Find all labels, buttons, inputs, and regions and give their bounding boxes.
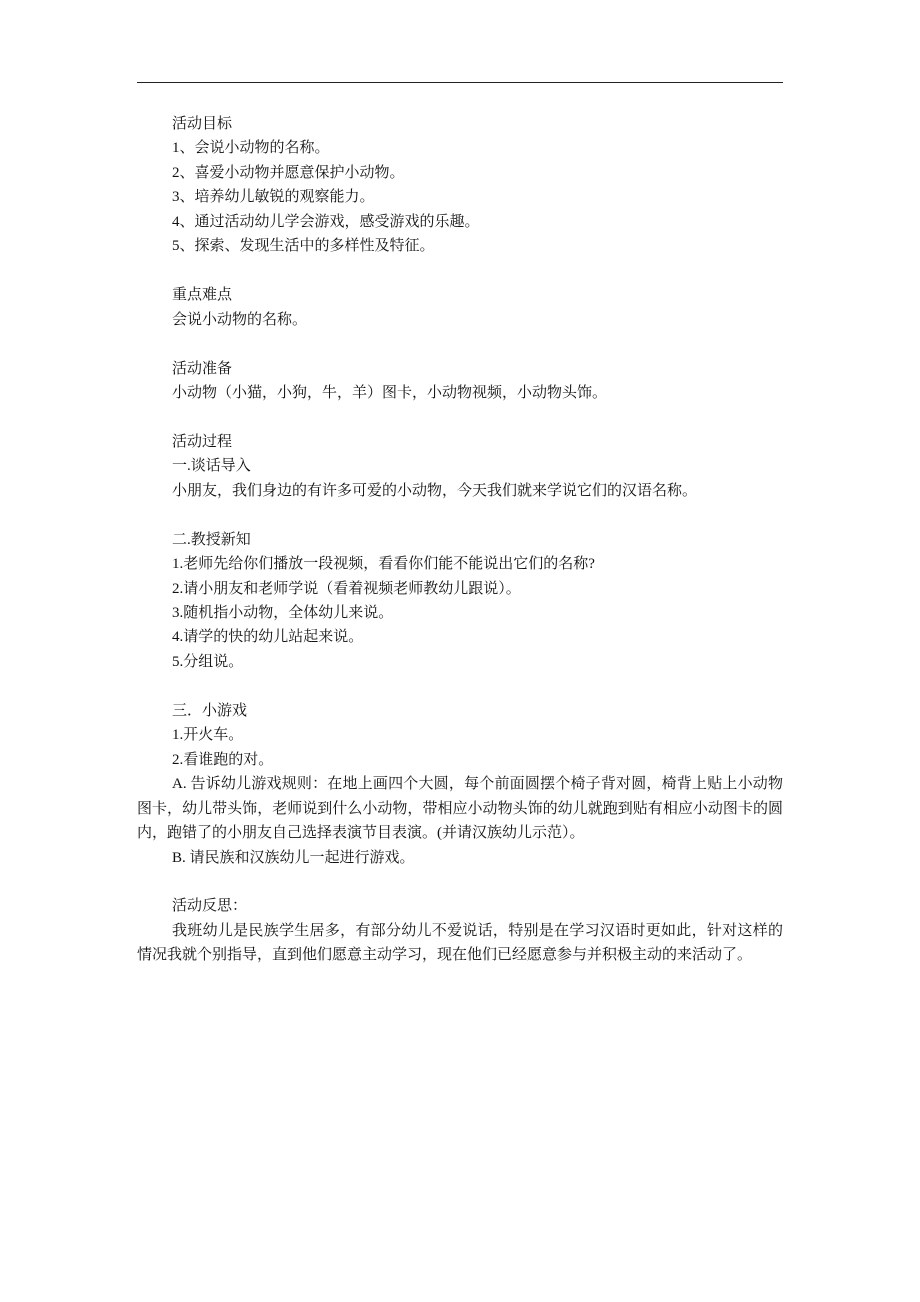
goal-item: 1、会说小动物的名称。	[172, 140, 330, 157]
key-points-heading: 重点难点	[172, 287, 233, 304]
document-body	[137, 112, 783, 968]
part3-heading: 三．小游戏	[172, 702, 248, 719]
part2-item: 4.请学的快的幼儿站起来说。	[172, 629, 364, 646]
game-rule-a: A. 告诉幼儿游戏规则：在地上画四个大圆，每个前面圆摆个椅子背对圆，椅背上贴上小动物图卡，幼儿带头饰，老师说到什么小动物，带相应小动物头饰的幼儿就跑到贴有相应小动图卡的圆内，跑错了的小朋友自己选择表演节目表演。(并请汉族幼儿示范）。	[137, 776, 783, 842]
part1-text: 小朋友，我们身边的有许多可爱的小动物，今天我们就来学说它们的汉语名称。	[172, 482, 698, 499]
part2-item: 2.请小朋友和老师学说（看着视频老师教幼儿跟说）。	[172, 580, 521, 597]
goal-item: 5、探索、发现生活中的多样性及特征。	[172, 238, 435, 255]
reflection-text: 我班幼儿是民族学生居多，有部分幼儿不爱说话，特别是在学习汉语时更如此，针对这样的情况我就个别指导，直到他们愿意主动学习，现在他们已经愿意参与并积极主动的来活动了。	[137, 922, 783, 964]
game-rule-b: B. 请民族和汉族幼儿一起进行游戏。	[172, 849, 415, 866]
part3-item: 2.看谁跑的对。	[172, 751, 274, 768]
goal-item: 3、培养幼儿敏锐的观察能力。	[172, 189, 375, 206]
part2-item: 3.随机指小动物，全体幼儿来说。	[172, 605, 394, 621]
part3-item: 1.开火车。	[172, 727, 244, 744]
part2-heading: 二.教授新知	[172, 531, 251, 548]
reflection-heading: 活动反思：	[172, 898, 248, 915]
goal-item: 4、通过活动幼儿学会游戏，感受游戏的乐趣。	[172, 213, 480, 230]
goals-heading: 活动目标	[172, 116, 233, 132]
process-heading: 活动过程	[172, 433, 233, 450]
preparation-heading: 活动准备	[172, 360, 233, 377]
goal-item: 2、喜爱小动物并愿意保护小动物。	[172, 164, 405, 181]
part2-item: 1.老师先给你们播放一段视频，看看你们能不能说出它们的名称?	[172, 556, 595, 573]
preparation-text: 小动物（小猫，小狗，牛，羊）图卡，小动物视频，小动物头饰。	[172, 384, 608, 401]
key-points-text: 会说小动物的名称。	[172, 311, 308, 328]
part2-item: 5.分组说。	[172, 653, 244, 670]
part1-heading: 一.谈话导入	[172, 458, 251, 475]
header-rule	[137, 82, 783, 83]
